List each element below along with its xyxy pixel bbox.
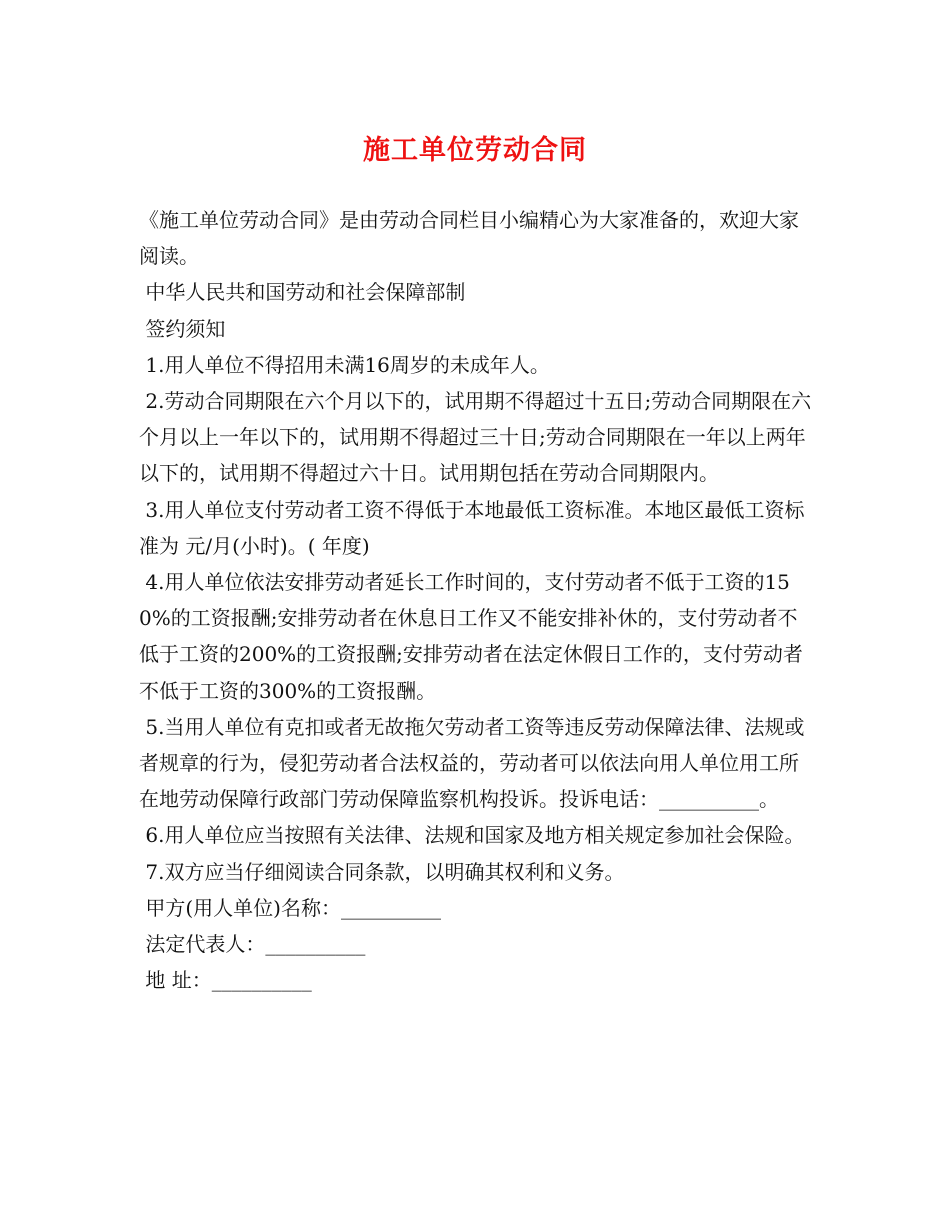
issuer-line: 中华人民共和国劳动和社会保障部制 (139, 280, 466, 305)
notice-item-3: 3.用人单位支付劳动者工资不得低于本地最低工资标准。本地区最低工资标准为 元/月(小时)。( 年度) (139, 497, 805, 558)
legal-representative-field: 法定代表人：__________ (139, 932, 366, 957)
intro-paragraph: 《施工单位劳动合同》是由劳动合同栏目小编精心为大家准备的，欢迎大家阅读。 (139, 208, 799, 269)
notice-item-2: 2.劳动合同期限在六个月以下的，试用期不得超过十五日;劳动合同期限在六个月以上一年以下的，试用期不得超过三十日;劳动合同期限在一年以上两年以下的，试用期不得超过六十日。试用期包括在劳动合同期限内。 (139, 389, 812, 486)
document-body (139, 202, 817, 998)
notice-item-1: 1.用人单位不得招用未满16周岁的未成年人。 (139, 352, 550, 377)
notice-item-4: 4.用人单位依法安排劳动者延长工作时间的，支付劳动者不低于工资的150%的工资报酬;安排劳动者在休息日工作又不能安排补休的，支付劳动者不低于工资的200%的工资报酬;安排劳动者在法定休假日工作的，支付劳动者不低于工资的300%的工资报酬。 (139, 570, 803, 703)
section-heading-signing-notes: 签约须知 (139, 316, 226, 341)
notice-item-5: 5.当用人单位有克扣或者无故拖欠劳动者工资等违反劳动保障法律、法规或者规章的行为，侵犯劳动者合法权益的，劳动者可以依法向用人单位用工所在地劳动保障行政部门劳动保障监察机构投诉。投诉电话：__________。 (139, 714, 805, 812)
notice-item-7: 7.双方应当仔细阅读合同条款，以明确其权利和义务。 (139, 859, 625, 884)
party-a-name-field: 甲方(用人单位)名称：__________ (139, 895, 441, 920)
document-title: 施工单位劳动合同 (363, 135, 587, 166)
address-field: 地 址：__________ (139, 968, 312, 993)
notice-item-6: 6.用人单位应当按照有关法律、法规和国家及地方相关规定参加社会保险。 (139, 823, 805, 848)
